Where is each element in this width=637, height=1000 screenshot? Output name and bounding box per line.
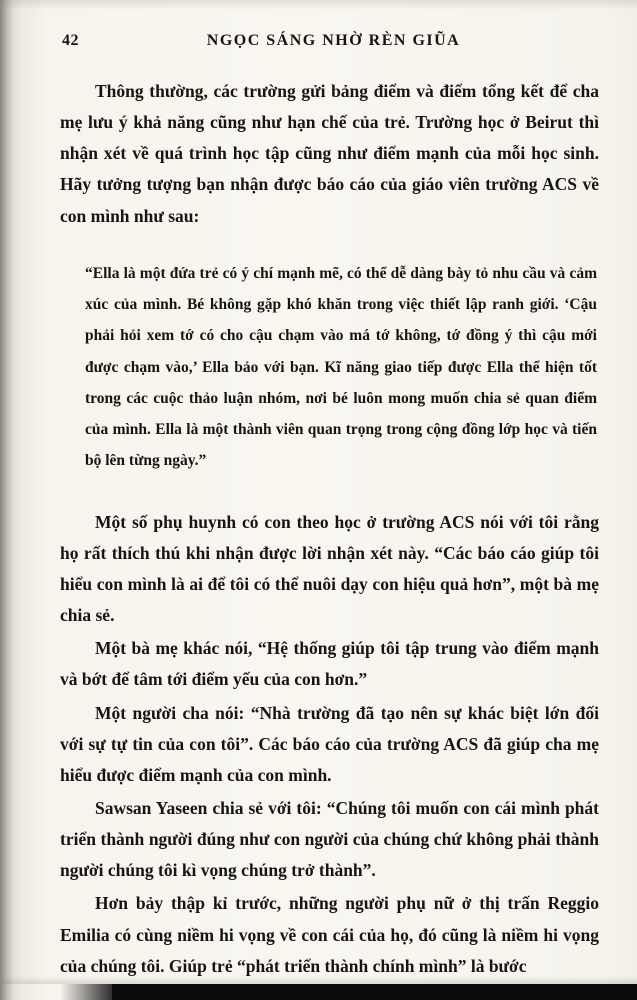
teacher-report-quote: “Ella là một đứa trẻ có ý chí mạnh mẽ, có thể dễ dàng bày tỏ nhu cầu và cảm xúc của mình. Bé không gặp khó khăn trong việc thiết lập ranh giới. ‘Cậu phải hỏi xem tớ có cho cậu chạm vào má tớ không, tớ đồng ý thì cậu mới được chạm vào,’ Ella bảo với bạn. Kĩ năng giao tiếp được Ella thể hiện tốt trong các cuộc thảo luận nhóm, nơi bé luôn mong muốn chia sẻ quan điểm của mình. Ella là một thành viên quan trọng trong cộng đồng lớp học và tiến bộ lên từng ngày.” [85, 264, 597, 470]
page-number: 42 [62, 32, 79, 49]
paragraph-intro: Thông thường, các trường gửi bảng điểm và điểm tổng kết để cha mẹ lưu ý khả năng cũng như hạn chế của trẻ. Trường học ở Beirut thì nhận xét về quá trình học tập cũng như điểm mạnh của mỗi học sinh. Hãy tưởng tượng bạn nhận được báo cáo của giáo viên trường ACS về con mình như sau: [60, 81, 599, 226]
scan-edge-bar-fade [60, 984, 112, 1000]
page-body [0, 62, 637, 982]
paragraph-mother-quote: Một bà mẹ khác nói, “Hệ thống giúp tôi tập trung vào điểm mạnh và bớt để tâm tới điểm yếu của con hơn.” [60, 638, 599, 690]
page-header [0, 0, 637, 62]
paragraph-sawsan-quote: Sawsan Yaseen chia sẻ với tôi: “Chúng tôi muốn con cái mình phát triển thành người đúng như con người của chúng chứ không phải thành người chúng tôi kì vọng chúng trở thành”. [60, 798, 599, 881]
scan-edge-bar [112, 984, 637, 1000]
paragraph-parents-feedback: Một số phụ huynh có con theo học ở trường ACS nói với tôi rằng họ rất thích thú khi nhận được lời nhận xét này. “Các báo cáo giúp tôi hiểu con mình là ai để tôi có thể nuôi dạy con hiệu quả hơn”, một bà mẹ chia sẻ. [60, 511, 599, 626]
paragraph-father-quote: Một người cha nói: “Nhà trường đã tạo nên sự khác biệt lớn đối với sự tự tin của con tôi”. Các báo cáo của trường ACS đã giúp cha mẹ hiểu được điểm mạnh của con mình. [60, 702, 599, 785]
running-head-title: NGỌC SÁNG NHỜ RÈN GIŨA [206, 32, 461, 49]
paragraph-reggio-emilia: Hơn bảy thập kỉ trước, những người phụ nữ ở thị trấn Reggio Emilia có cùng niềm hi vọng về con cái của họ, đó cũng là niềm hi vọng của chúng tôi. Giúp trẻ “phát triển thành chính mình” là bước [60, 893, 599, 976]
